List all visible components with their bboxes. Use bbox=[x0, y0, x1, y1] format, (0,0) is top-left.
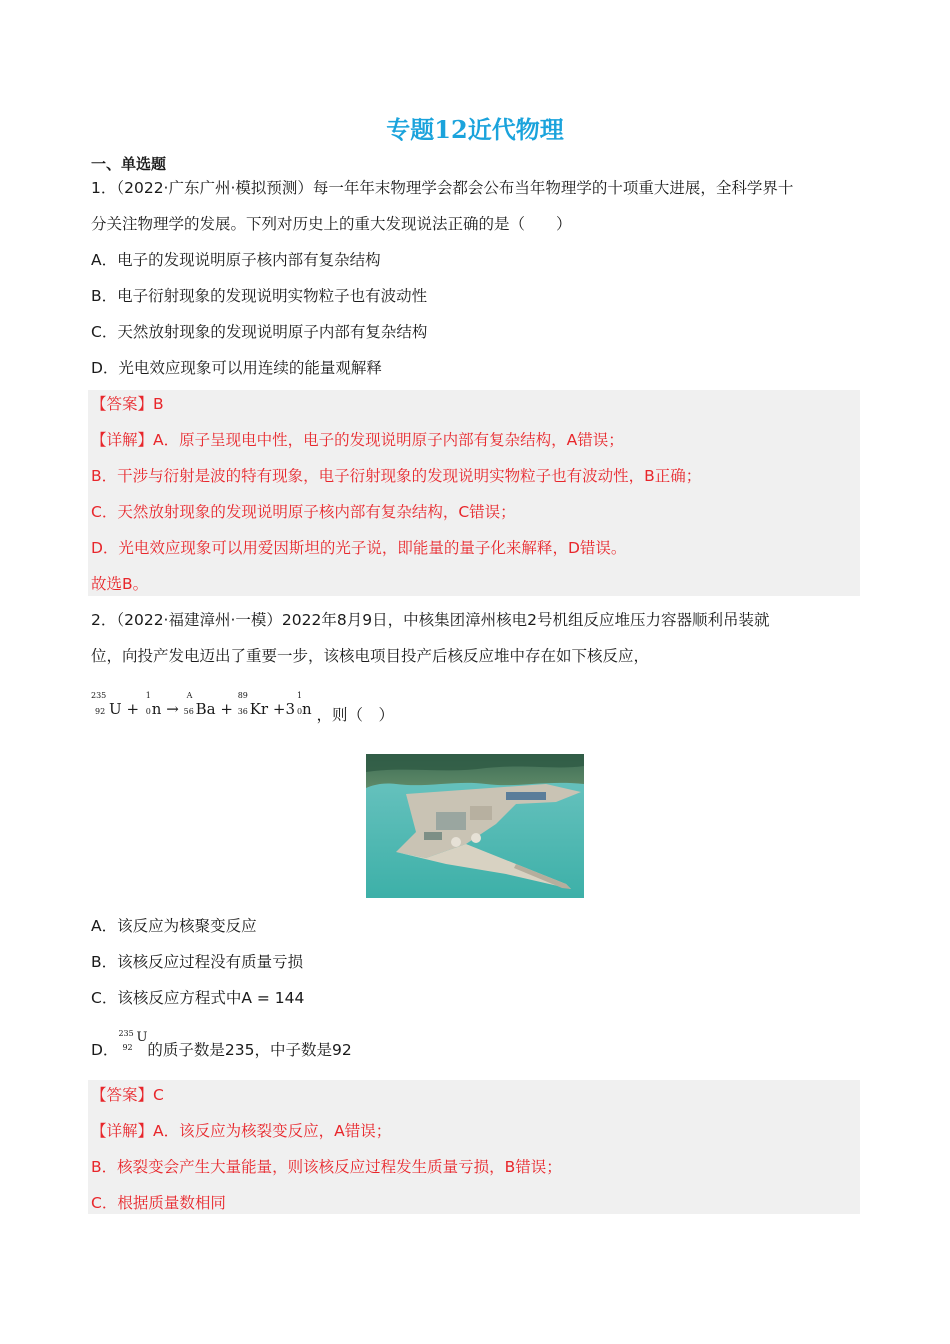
nuclide-neutron bbox=[144, 691, 162, 718]
nuclear-plant-aerial-photo bbox=[366, 754, 584, 898]
n2-charge-number: 0 bbox=[297, 707, 303, 716]
reaction-arrow: → bbox=[166, 700, 179, 718]
q2-option-d-text: 的质子数是235，中子数是92 bbox=[147, 1041, 352, 1059]
q2-detail-line1: 【详解】A．该反应为核裂变反应，A错误； bbox=[91, 1122, 392, 1140]
plus-sign: + bbox=[126, 700, 140, 718]
n2-symbol: n bbox=[302, 700, 312, 718]
u-charge-number: 92 bbox=[95, 707, 106, 716]
q1-stem-line2: 分关注物理学的发展。下列对历史上的重大发现说法正确的是（ ） bbox=[91, 215, 572, 233]
q2-answer: 【答案】C bbox=[91, 1086, 164, 1104]
kr-symbol: Kr bbox=[249, 700, 269, 718]
kr-mass-number: 89 bbox=[237, 691, 248, 700]
n-mass-number: 1 bbox=[145, 691, 151, 700]
nuclide-neutron-2 bbox=[295, 691, 312, 718]
q2-detail-line2: B．核裂变会产生大量能量，则该核反应过程发生质量亏损，B错误； bbox=[91, 1158, 562, 1176]
option-d-u-charge: 92 bbox=[122, 1043, 133, 1052]
q1-detail-line5: 故选B。 bbox=[91, 575, 149, 593]
u-symbol: U bbox=[109, 700, 122, 718]
u-mass-number: 235 bbox=[91, 691, 107, 700]
section-heading: 一、单选题 bbox=[91, 155, 167, 173]
document-title: 专题12近代物理 bbox=[386, 115, 564, 144]
q2-option-a: A．该反应为核聚变反应 bbox=[91, 917, 257, 935]
q1-answer: 【答案】B bbox=[91, 395, 164, 413]
q1-detail-line1: 【详解】A．原子呈现电中性，电子的发现说明原子内部有复杂结构，A错误； bbox=[91, 431, 624, 449]
n2-mass-number: 1 bbox=[297, 691, 303, 700]
q1-option-a: A．电子的发现说明原子核内部有复杂结构 bbox=[91, 251, 381, 269]
ba-charge-number: 56 bbox=[183, 707, 194, 716]
option-d-nuclide-u235 bbox=[118, 1029, 148, 1052]
plus-three: +3 bbox=[272, 700, 296, 718]
q1-option-b: B．电子衍射现象的发现说明实物粒子也有波动性 bbox=[91, 287, 428, 305]
ba-symbol: Ba bbox=[195, 700, 216, 718]
q1-detail-line3: C．天然放射现象的发现说明原子核内部有复杂结构，C错误； bbox=[91, 503, 516, 521]
nuclide-u235 bbox=[91, 691, 122, 718]
q2-stem-line1: 2．（2022·福建漳州·一模）2022年8月9日，中核集团漳州核电2号机组反应堆压力容器顺利吊装就 bbox=[91, 611, 770, 629]
q2-option-d-prefix: D． bbox=[91, 1041, 119, 1059]
q2-stem-line2: 位，向投产发电迈出了重要一步，该核电项目投产后核反应堆中存在如下核反应， bbox=[91, 647, 650, 665]
q1-detail-line4: D．光电效应现象可以用爱因斯坦的光子说，即能量的量子化来解释，D错误。 bbox=[91, 539, 627, 557]
q1-option-c: C．天然放射现象的发现说明原子内部有复杂结构 bbox=[91, 323, 428, 341]
option-d-u-symbol: U bbox=[136, 1030, 148, 1045]
n-charge-number: 0 bbox=[145, 707, 151, 716]
q1-option-d: D．光电效应现象可以用连续的能量观解释 bbox=[91, 359, 382, 377]
aerial-photo-drawing bbox=[366, 754, 584, 898]
q1-stem-line1: 1．（2022·广东广州·模拟预测）每一年年末物理学会都会公布当年物理学的十项重大进展，全科学界十 bbox=[91, 179, 794, 197]
kr-charge-number: 36 bbox=[237, 707, 248, 716]
q2-detail-line3: C．根据质量数相同 bbox=[91, 1194, 226, 1212]
option-d-u-mass: 235 bbox=[118, 1029, 134, 1038]
q1-answer-box bbox=[88, 390, 860, 596]
equation-tail: ，则（ ） bbox=[316, 706, 394, 724]
ba-mass-number: A bbox=[186, 691, 193, 700]
q2-option-c: C．该核反应方程式中A = 144 bbox=[91, 989, 305, 1007]
plus-sign: + bbox=[220, 700, 233, 718]
nuclear-equation bbox=[91, 691, 394, 730]
q1-detail-line2: B．干涉与衍射是波的特有现象，电子衍射现象的发现说明实物粒子也有波动性，B正确； bbox=[91, 467, 702, 485]
nuclide-barium bbox=[183, 691, 216, 718]
q2-option-b: B．该核反应过程没有质量亏损 bbox=[91, 953, 304, 971]
nuclide-krypton bbox=[237, 691, 269, 718]
q2-option-d bbox=[91, 1024, 352, 1064]
n-symbol: n bbox=[151, 700, 162, 718]
